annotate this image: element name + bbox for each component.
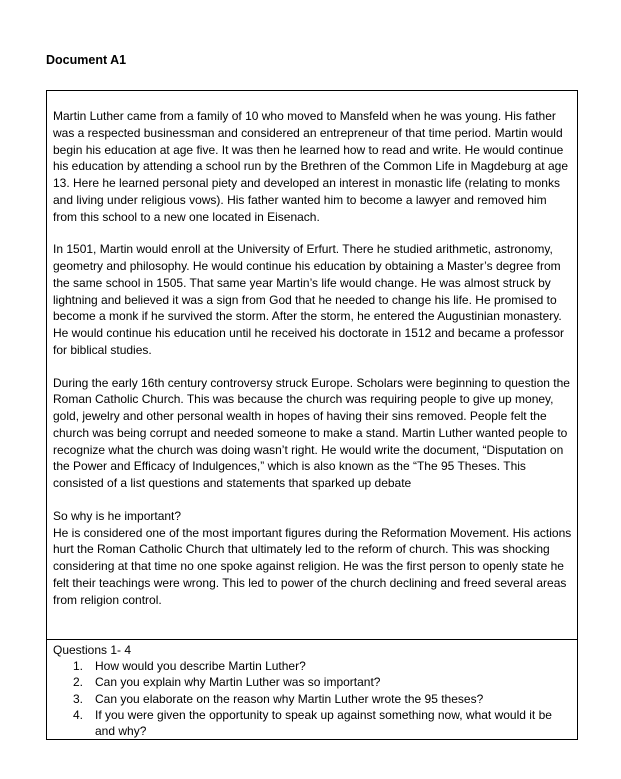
question-item-3 bbox=[53, 691, 573, 707]
passage-paragraph-university: In 1501, Martin would enroll at the University of Erfurt. There he studied arithmetic, astronomy, geometry and philosophy. He would continue his education by obtaining a Master’s degree from the same school in 1505. That same year Martin’s life would change. He was almost struck by lightning and believed it was a sign from God that he needed to change his life. He promised to become a monk if he survived the storm. After the storm, he entered the Augustinian monastery. He would continue his education until he received his doctorate in 1512 and became a professor for biblical studies. bbox=[53, 242, 564, 357]
question-text: Can you elaborate on the reason why Martin Luther wrote the 95 theses? bbox=[95, 691, 484, 706]
passage-cell bbox=[47, 91, 577, 640]
questions-list bbox=[53, 658, 573, 739]
question-item-4 bbox=[53, 707, 573, 739]
questions-heading: Questions 1- 4 bbox=[53, 643, 132, 657]
question-number: 4. bbox=[73, 707, 84, 722]
importance-paragraph: He is considered one of the most important figures during the Reformation Movement. His actions hurt the Roman Catholic Church that ultimately led to the reform of church. This was shocking considering at that time no one spoke against religion. He was the first person to openly state he felt their teachings were wrong. This led to power of the church declining and freed several areas from religion control. bbox=[53, 525, 572, 607]
importance-heading: So why is he important? bbox=[53, 508, 182, 523]
questions-cell bbox=[47, 640, 577, 739]
question-item-1 bbox=[53, 658, 573, 674]
question-text: Can you explain why Martin Luther was so important? bbox=[95, 675, 381, 690]
question-item-2 bbox=[53, 674, 573, 690]
document-table bbox=[46, 90, 578, 740]
passage-paragraph-controversy: During the early 16th century controversy struck Europe. Scholars were beginning to question the Roman Catholic Church. This was because the church was requiring people to give up money, gold, jewelry and other personal wealth in hopes of having their sins removed. People felt the church was being corrupt and needed someone to make a stand. Martin Luther wanted people to recognize what the church was doing wasn’t right. He would write the document, “Disputation on the Power and Efficacy of Indulgences,” which is also known as the “The 95 Theses. This consisted of a list questions and statements that sparked up debate bbox=[53, 375, 570, 490]
question-number: 2. bbox=[73, 675, 84, 690]
question-number: 1. bbox=[73, 659, 84, 674]
question-text: How would you describe Martin Luther? bbox=[95, 659, 306, 674]
passage-paragraph-early-life: Martin Luther came from a family of 10 who moved to Mansfeld when he was young. His father was a respected businessman and considered an entrepreneur of that time period. Martin would begin his education at age five. It was then he learned how to read and write. He would continue his education by attending a school run by the Brethren of the Common Life in Magdeburg at age 13. Here he learned personal piety and developed an interest in monastic life (relating to monks and living under religious vows). His father wanted him to become a lawyer and removed him from this school to a new one located in Eisenach. bbox=[53, 109, 568, 224]
document-title: Document A1 bbox=[46, 53, 127, 67]
question-text: If you were given the opportunity to speak up against something now, what would it be and why? bbox=[95, 707, 552, 739]
question-number: 3. bbox=[73, 691, 84, 706]
